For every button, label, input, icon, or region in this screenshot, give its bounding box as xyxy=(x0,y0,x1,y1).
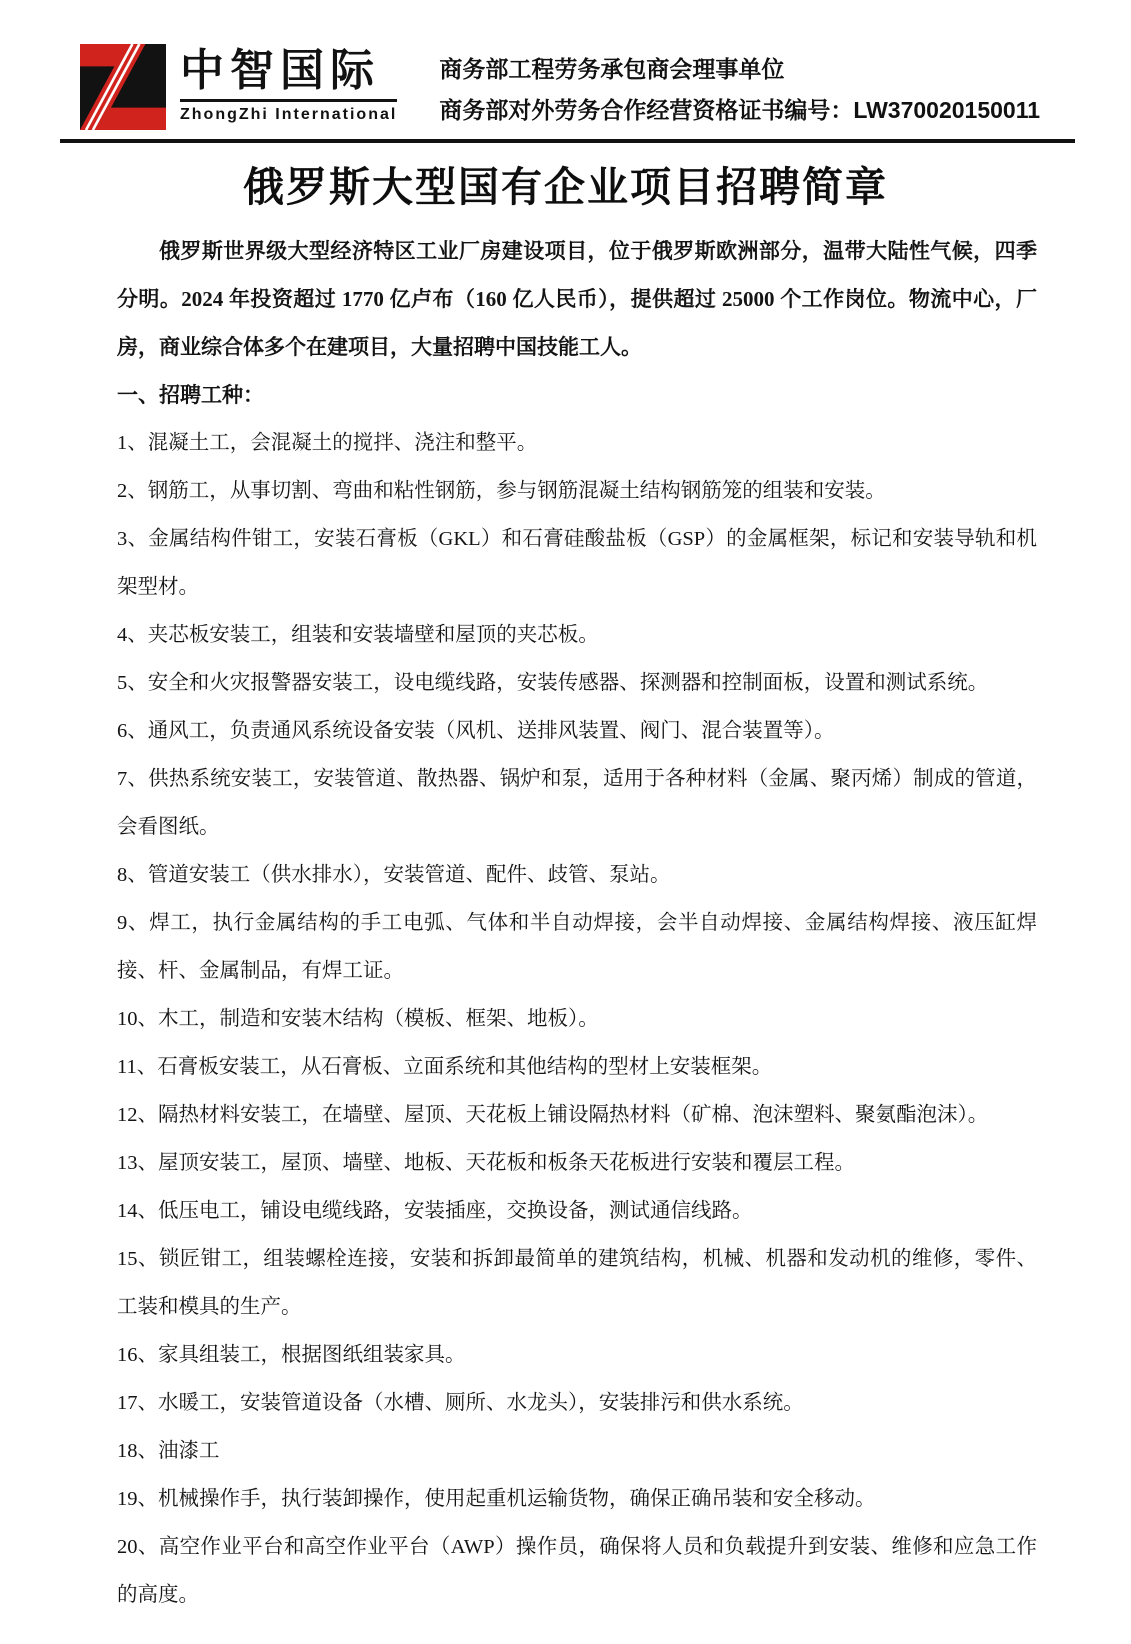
job-item: 13、屋顶安装工，屋顶、墙壁、地板、天花板和板条天花板进行安装和覆层工程。 xyxy=(117,1152,855,1174)
credential-line-2 xyxy=(439,90,1040,131)
job-item: 6、通风工，负责通风系统设备安装（风机、送排风装置、阀门、混合装置等）。 xyxy=(117,720,835,742)
recruitment-notice-page xyxy=(0,44,1131,1644)
job-item: 11、石膏板安装工，从石膏板、立面系统和其他结构的型材上安装框架。 xyxy=(117,1056,773,1078)
job-item: 3、金属结构件钳工，安装石膏板（GKL）和石膏硅酸盐板（GSP）的金属框架，标记和安装导轨和机架型材。 xyxy=(117,528,1037,598)
zhongzhi-z-logo-icon xyxy=(80,44,166,130)
job-item: 18、油漆工 xyxy=(117,1440,220,1462)
brand-name-cn: 中智国际 xyxy=(180,46,380,95)
job-item: 17、水暖工，安装管道设备（水槽、厕所、水龙头），安装排污和供水系统。 xyxy=(117,1392,804,1414)
job-item: 7、供热系统安装工，安装管道、散热器、锅炉和泵，适用于各种材料（金属、聚丙烯）制成的管道，会看图纸。 xyxy=(117,768,1037,838)
job-item: 9、焊工，执行金属结构的手工电弧、气体和半自动焊接，会半自动焊接、金属结构焊接、液压缸焊接、杆、金属制品，有焊工证。 xyxy=(117,912,1037,982)
job-item: 8、管道安装工（供水排水），安装管道、配件、歧管、泵站。 xyxy=(117,864,671,886)
document-body xyxy=(117,227,1037,1619)
intro-paragraph: 俄罗斯世界级大型经济特区工业厂房建设项目，位于俄罗斯欧洲部分，温带大陆性气候，四季分明。2024 年投资超过 1770 亿卢布（160 亿人民币），提供超过 25000 个工作岗位。物流中心，厂房，商业综合体多个在建项目，大量招聘中国技能工人。 xyxy=(117,239,1037,359)
credential-line-1: 商务部工程劳务承包商会理事单位 xyxy=(439,57,785,82)
job-item: 20、高空作业平台和高空作业平台（AWP）操作员，确保将人员和负载提升到安装、维修和应急工作的高度。 xyxy=(117,1536,1037,1606)
job-item: 1、混凝土工，会混凝土的搅拌、浇注和整平。 xyxy=(117,432,538,454)
job-item: 12、隔热材料安装工，在墙壁、屋顶、天花板上铺设隔热材料（矿棉、泡沫塑料、聚氨酯泡沫）。 xyxy=(117,1104,989,1126)
brand-divider xyxy=(180,99,397,102)
brand-text xyxy=(180,44,397,124)
job-item: 2、钢筋工，从事切割、弯曲和粘性钢筋，参与钢筋混凝土结构钢筋笼的组装和安装。 xyxy=(117,480,886,502)
job-list xyxy=(117,419,1037,1619)
credential-license-number: LW370020150011 xyxy=(853,97,1041,123)
page-title: 俄罗斯大型国有企业项目招聘简章 xyxy=(243,164,888,210)
job-item: 19、机械操作手，执行装卸操作，使用起重机运输货物，确保正确吊装和安全移动。 xyxy=(117,1488,876,1510)
job-item: 16、家具组装工，根据图纸组装家具。 xyxy=(117,1344,466,1366)
job-item: 4、夹芯板安装工，组装和安装墙壁和屋顶的夹芯板。 xyxy=(117,624,599,646)
brand-name-en: ZhongZhi International xyxy=(180,106,398,123)
job-item: 10、木工，制造和安装木结构（模板、框架、地板）。 xyxy=(117,1008,599,1030)
job-item: 5、安全和火灾报警器安装工，设电缆线路，安装传感器、探测器和控制面板，设置和测试系统。 xyxy=(117,672,989,694)
section-heading-job-types: 一、招聘工种： xyxy=(117,383,264,407)
job-item: 14、低压电工，铺设电缆线路，安装插座，交换设备，测试通信线路。 xyxy=(117,1200,753,1222)
job-item: 15、锁匠钳工，组装螺栓连接，安装和拆卸最简单的建筑结构，机械、机器和发动机的维修，零件、工装和模具的生产。 xyxy=(117,1248,1037,1318)
company-logo xyxy=(80,44,397,130)
credential-line-2-label: 商务部对外劳务合作经营资格证书编号： xyxy=(439,98,854,123)
credential-lines xyxy=(439,44,1040,131)
letterhead xyxy=(60,44,1075,143)
